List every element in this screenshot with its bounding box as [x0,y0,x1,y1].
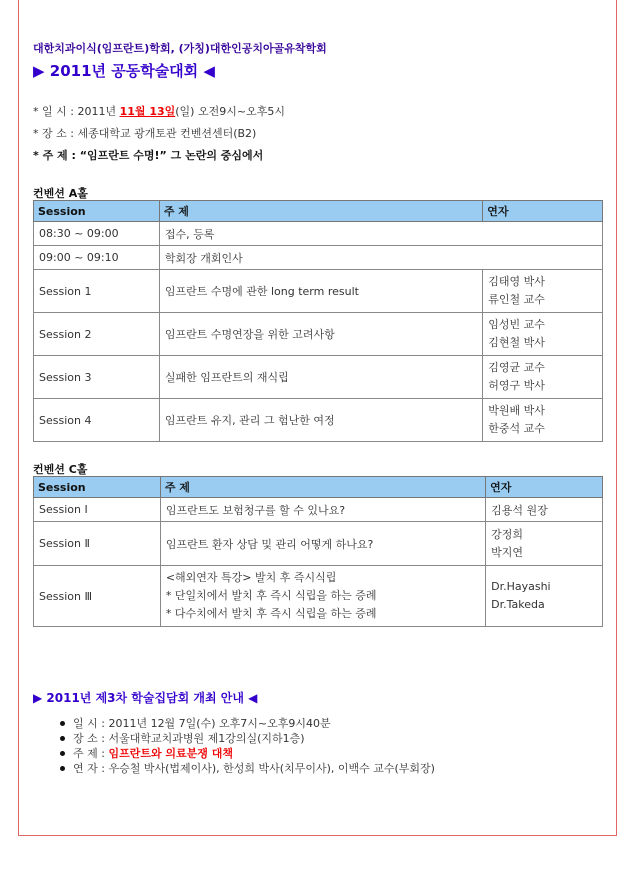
header-speaker: 연자 [483,201,603,222]
table-row [34,522,603,566]
topic-cell: 실패한 임프란트의 재식립 [159,356,482,399]
session-cell: 09:00 ~ 09:10 [34,246,160,270]
table-header-row [34,201,603,222]
session-cell: Session Ⅰ [34,498,161,522]
list-item: 주 제 : 임프란트와 의료분쟁 대책 [73,746,435,761]
list-item: 연 자 : 우승철 박사(법제이사), 한성희 박사(치무이사), 이백수 교수(부회장) [73,762,435,775]
hall-c-label: 컨벤션 C홀 [33,463,88,476]
topic-cell: 임프란트도 보험청구를 할 수 있나요? [160,498,485,522]
hall-a-label: 컨벤션 A홀 [33,187,88,200]
topic-cell: 접수, 등록 [159,222,602,246]
session-cell: 08:30 ~ 09:00 [34,222,160,246]
meeting-title: ▶ 2011년 제3차 학술집담회 개최 안내 ◀ [33,691,258,705]
hall-c-table [33,476,603,627]
list-item: 일 시 : 2011년 12월 7일(수) 오후7시~오후9시40분 [73,716,435,731]
session-cell: Session 4 [34,399,160,442]
session-cell: Session 3 [34,356,160,399]
table-row [34,313,603,356]
info-place: * 장 소 : 세종대학교 광개토관 컨벤션센터(B2) [33,127,257,140]
speaker-cell: 강정희 박지연 [486,522,603,566]
page-title: ▶ 2011년 공동학술대회 ◀ [33,62,215,80]
list-item: 장 소 : 서울대학교치과병원 제1강의실(지하1층) [73,731,435,746]
date-highlight: 11월 13일 [119,105,176,118]
table-row [34,566,603,627]
session-cell: Session Ⅱ [34,522,161,566]
session-cell: Session 2 [34,313,160,356]
table-header-row [34,477,603,498]
info-date: * 일 시 : 2011년 11월 13일(일) 오전9시~오후5시 [33,105,285,118]
header-session: Session [34,201,160,222]
table-row [34,399,603,442]
speaker-cell: 김영균 교수 허영구 박사 [483,356,603,399]
speaker-cell: 임성빈 교수 김현철 박사 [483,313,603,356]
table-row [34,222,603,246]
topic-cell: 임프란트 유지, 관리 그 험난한 여정 [159,399,482,442]
header-topic: 주 제 [160,477,485,498]
table-row [34,356,603,399]
speaker-cell: 김용석 원장 [486,498,603,522]
speaker-cell: 김태영 박사 류인철 교수 [483,270,603,313]
topic-cell: <해외연자 특강> 발치 후 즉시식립 * 단일치에서 발치 후 즉시 식립을 하는 증례 * 다수치에서 발치 후 즉시 식립을 하는 증례 [160,566,485,627]
header-topic: 주 제 [159,201,482,222]
table-row [34,498,603,522]
theme-highlight: 임프란트와 의료분쟁 대책 [108,747,233,760]
hall-a-table [33,200,603,442]
session-cell: Session Ⅲ [34,566,161,627]
session-cell: Session 1 [34,270,160,313]
meeting-details-list [33,716,435,776]
speaker-cell: Dr.Hayashi Dr.Takeda [486,566,603,627]
organizer-line: 대한치과이식(임프란트)학회, (가칭)대한인공치아골유착학회 [33,42,327,55]
topic-cell: 임프란트 환자 상담 및 관리 어떻게 하나요? [160,522,485,566]
info-theme: * 주 제 : “임프란트 수명!” 그 논란의 중심에서 [33,149,264,162]
header-session: Session [34,477,161,498]
topic-cell: 임프란트 수명연장을 위한 고려사항 [159,313,482,356]
topic-cell: 임프란트 수명에 관한 long term result [159,270,482,313]
header-speaker: 연자 [486,477,603,498]
topic-cell: 학회장 개회인사 [159,246,602,270]
table-row [34,270,603,313]
speaker-cell: 박원배 박사 한중석 교수 [483,399,603,442]
table-row [34,246,603,270]
